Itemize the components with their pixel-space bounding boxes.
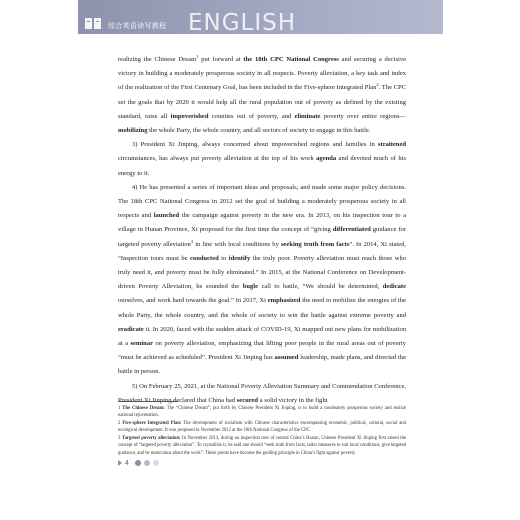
paragraph	[118, 138, 406, 181]
text-run: circumstances, has always put poverty alleviation at the top of his work	[118, 155, 317, 163]
bold-term: bugle	[242, 283, 258, 291]
book-logo-icon	[84, 16, 102, 30]
text-run: realizing the Chinese Dream	[118, 56, 197, 63]
body-text	[118, 53, 406, 408]
bold-term: The Chinese Dream:	[122, 406, 165, 411]
page-marker-icon	[118, 460, 122, 466]
footnote	[118, 405, 406, 419]
bold-term: straitened	[377, 141, 406, 149]
text-run: on poverty alleviation, emphasizing that lifting poor people in the rural areas out of poverty “must be achieved as scheduled”. President Xi Jinping has	[118, 340, 406, 362]
bold-term: eradicate	[118, 325, 144, 333]
text-run: and devoted much of his energy to it.	[118, 155, 407, 177]
footnote	[118, 420, 406, 434]
bold-term: Targeted poverty alleviation:	[121, 436, 181, 442]
decor-dot-icon	[144, 460, 150, 466]
text-run: poverty over entire regions—	[320, 112, 406, 120]
text-run: the need to mobilize the energies of the whole Party, the whole country, and the whole of society to win the battle against extreme poverty and	[118, 297, 406, 319]
footnote	[118, 435, 406, 456]
text-run: call to battle, “We should be determined,	[257, 283, 383, 291]
bold-term: Five-sphere Integrated Plan:	[122, 421, 182, 427]
page-footer	[118, 458, 159, 468]
text-run: the whole Party, the whole country, and all sectors of society to engage in this battle.	[147, 127, 371, 135]
footnote-divider	[118, 401, 178, 402]
text-run: the truly poor. Poverty alleviation must reach those who truly need it, and poverty must be fully eliminated.” In 2015, at the National Conference on Development-driven Poverty Alleviation, he sounded the	[118, 254, 406, 291]
paragraph	[118, 53, 406, 138]
series-title-cn: 综合英语读写教程	[108, 22, 167, 30]
paragraph	[118, 181, 406, 380]
bold-term: conducted	[190, 254, 219, 262]
text-run: 1	[118, 406, 123, 411]
bold-term: assumed	[274, 354, 299, 362]
bold-term: the 18th CPC National Congress	[243, 56, 339, 63]
series-title-en: ENGLISH	[188, 10, 297, 34]
page-number: 4	[125, 459, 129, 467]
text-run: 4) He has presented a series of important ideas and proposals, and made some major policy decisions. The 18th CPC National Congress in 2012 set the goal of building a moderately prosperous society in all respects and	[118, 183, 406, 220]
bold-term: secured	[236, 396, 259, 404]
text-run: The “Chinese Dream”, put forth by Chinese President Xi Jinping, is to build a moderately prosperous society and realize national rejuvenation.	[118, 406, 406, 419]
text-run: to	[218, 254, 229, 262]
bold-term: agenda	[316, 155, 337, 163]
text-run: 5) On February 25, 2021, at the National Poverty Alleviation Summary and Commendation Conference, President Xi Jinping declared that China had	[118, 382, 406, 404]
bold-term: seeking truth from facts	[280, 240, 350, 248]
footnotes	[118, 405, 406, 458]
paragraph	[118, 380, 406, 408]
text-run: 3	[118, 436, 122, 442]
bold-term: differentiated	[332, 226, 371, 234]
text-run: . The CPC set the goals that by 2020 it would help all the rural population out of poverty as defined by the existing standard, raise all	[118, 84, 406, 120]
text-run: counties out of poverty, and	[208, 112, 295, 120]
bold-term: identify	[228, 254, 251, 262]
text-run: and securing a decisive victory in building a moderately prosperous society in all respects. Poverty alleviation, a key task and index of the realization of the First Centenary Goal, has been included in the Five-sphere Integrated Plan	[118, 56, 407, 92]
decor-dot-icon	[153, 460, 159, 466]
text-run: In November 2013, during an inspection tour of central China’s Hunan, Chinese President Xi Jinping first raised the concept of “targeted poverty alleviation”. To crystallize it, he said one should “seek truth from facts, tailor measures to suit local conditions, give targeted guidance, and be meticulous about the work”. These points have become the guiding principle in China’s fight against poverty.	[118, 436, 407, 456]
text-run: in line with local conditions by	[193, 240, 281, 248]
text-run: 3) President Xi Jinping, always concerned about impoverished regions and families in	[132, 141, 378, 149]
bold-term: mobilizing	[118, 127, 148, 135]
bold-term: emphasized	[267, 297, 301, 305]
text-run: a solid victory in the fight	[258, 396, 328, 404]
text-run: The development of socialism with Chinese characteristics encompassing economic, political, cultural, social and ecological development. It was proposed in November 2012 at the 18th National Congress of the CPC.	[118, 421, 406, 434]
bold-term: dedicate	[382, 283, 407, 291]
text-run: it. In 2020, faced with the sudden attack of COVID-19, Xi mapped out new plans for mobilization at a	[118, 325, 406, 348]
text-run: the campaign against poverty in the new era. In 2013, on his inspection tour to a village in Hunan Province, Xi proposed for the first time the concept of “giving	[118, 212, 406, 234]
footnote-ref: 1	[196, 53, 199, 59]
header-banner	[78, 0, 443, 34]
text-run: 2	[118, 421, 123, 427]
text-run: ourselves, and work hard towards the goal.” In 2017, Xi	[118, 297, 268, 305]
bold-term: impoverished	[170, 112, 209, 120]
footnote-ref: 2	[376, 82, 379, 88]
text-run: leadership, made plans, and directed the battle in person.	[118, 354, 406, 376]
text-run: ”. In 2014, Xi stated, “Inspection tours must be	[118, 240, 407, 262]
text-run: guidance for targeted poverty alleviation	[118, 226, 406, 248]
bold-term: eliminate	[294, 112, 321, 120]
footnote-ref: 3	[190, 238, 194, 244]
text-run: put forward at	[198, 56, 244, 63]
bold-term: launched	[153, 212, 180, 220]
decor-dot-icon	[135, 460, 141, 466]
bold-term: seminar	[130, 340, 153, 348]
